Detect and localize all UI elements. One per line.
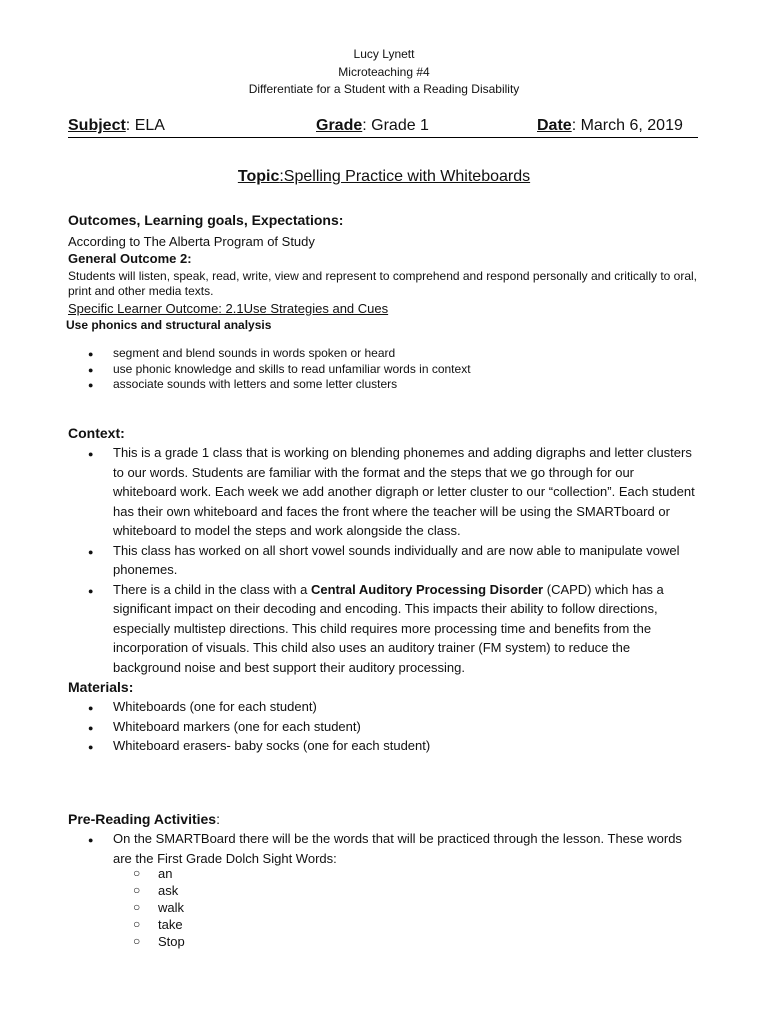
list-item: ● Whiteboard markers (one for each student) [68, 717, 430, 737]
subject-label: Subject [68, 117, 126, 134]
subject-value: : ELA [125, 117, 165, 134]
date-label: Date [537, 117, 572, 134]
assignment-title: Microteaching #4 [338, 65, 430, 79]
grade-field [306, 117, 537, 138]
context-bullets [68, 443, 698, 677]
sight-word: ○ an [113, 865, 185, 882]
sight-word: ○ walk [113, 899, 185, 916]
topic-line [0, 168, 768, 186]
topic-value: :Spelling Practice with Whiteboards [279, 168, 531, 185]
capd-post: (CAPD) which has a significant impact on their decoding and encoding. This impacts their ability to follow directions, especially multistep directions. This child requires more processing time and benefits from the incorporation of visuals. This child also uses an auditory trainer (FM system) to reduce the background noise and best support their auditory processing. [113, 581, 664, 675]
grade-value: : Grade 1 [362, 117, 429, 134]
materials-bullets [68, 697, 430, 756]
general-outcome-heading: General Outcome 2: [68, 251, 192, 266]
list-item: ● associate sounds with letters and some letter clusters [68, 377, 471, 393]
prereading-bullets [68, 829, 698, 868]
specific-outcome: Specific Learner Outcome: 2.1Use Strategies and Cues [68, 301, 389, 316]
list-item: ● This is a grade 1 class that is working on blending phonemes and adding digraphs and letter clusters to our words. Students are familiar with the format and the steps that we go through for our whiteboard work. Each week we add another digraph or letter cluster to our “collection”. Each student has their own whiteboard and faces the front where the teacher will be using the SMARTboard or whiteboard to model the steps and work alongside the class. [68, 443, 698, 541]
capd-pre: There is a child in the class with a [113, 581, 311, 597]
grade-label: Grade [316, 117, 363, 134]
lesson-purpose: Differentiate for a Student with a Reading Disability [248, 82, 520, 96]
list-item: ● segment and blend sounds in words spoken or heard [68, 346, 471, 362]
date-field [537, 117, 698, 138]
list-item: ● Whiteboards (one for each student) [68, 697, 430, 717]
sight-word: ○ ask [113, 882, 185, 899]
outcome-bullets [68, 346, 471, 393]
general-outcome-text: Students will listen, speak, read, write, view and represent to comprehend and respond personally and critically to oral, print and other media texts. [68, 269, 697, 298]
date-value: : March 6, 2019 [571, 117, 683, 134]
context-heading: Context: [68, 425, 125, 441]
prereading-colon: : [216, 811, 220, 827]
list-item [68, 580, 698, 678]
topic-label: Topic [237, 168, 280, 185]
prereading-heading: Pre-Reading Activities [68, 811, 217, 827]
materials-heading: Materials: [68, 679, 134, 695]
list-item: ● use phonic knowledge and skills to read unfamiliar words in context [68, 362, 471, 378]
list-item: ● On the SMARTBoard there will be the words that will be practiced through the lesson. These words are the First Grade Dolch Sight Words: [68, 829, 698, 868]
list-item: ● This class has worked on all short vowel sounds individually and are now able to manipulate vowel phonemes. [68, 541, 698, 580]
sight-word-list [113, 865, 185, 950]
list-item: ● Whiteboard erasers- baby socks (one for each student) [68, 736, 430, 756]
capd-bold: Central Auditory Processing Disorder [310, 581, 544, 597]
outcomes-heading: Outcomes, Learning goals, Expectations: [68, 212, 344, 228]
author-name: Lucy Lynett [353, 47, 415, 61]
prereading-heading-line [68, 811, 220, 827]
sight-word: ○ take [113, 916, 185, 933]
phonics-subheading: Use phonics and structural analysis [66, 318, 272, 332]
program-source: According to The Alberta Program of Study [68, 234, 315, 249]
subject-field [68, 117, 306, 138]
sight-word: ○ Stop [113, 933, 185, 950]
